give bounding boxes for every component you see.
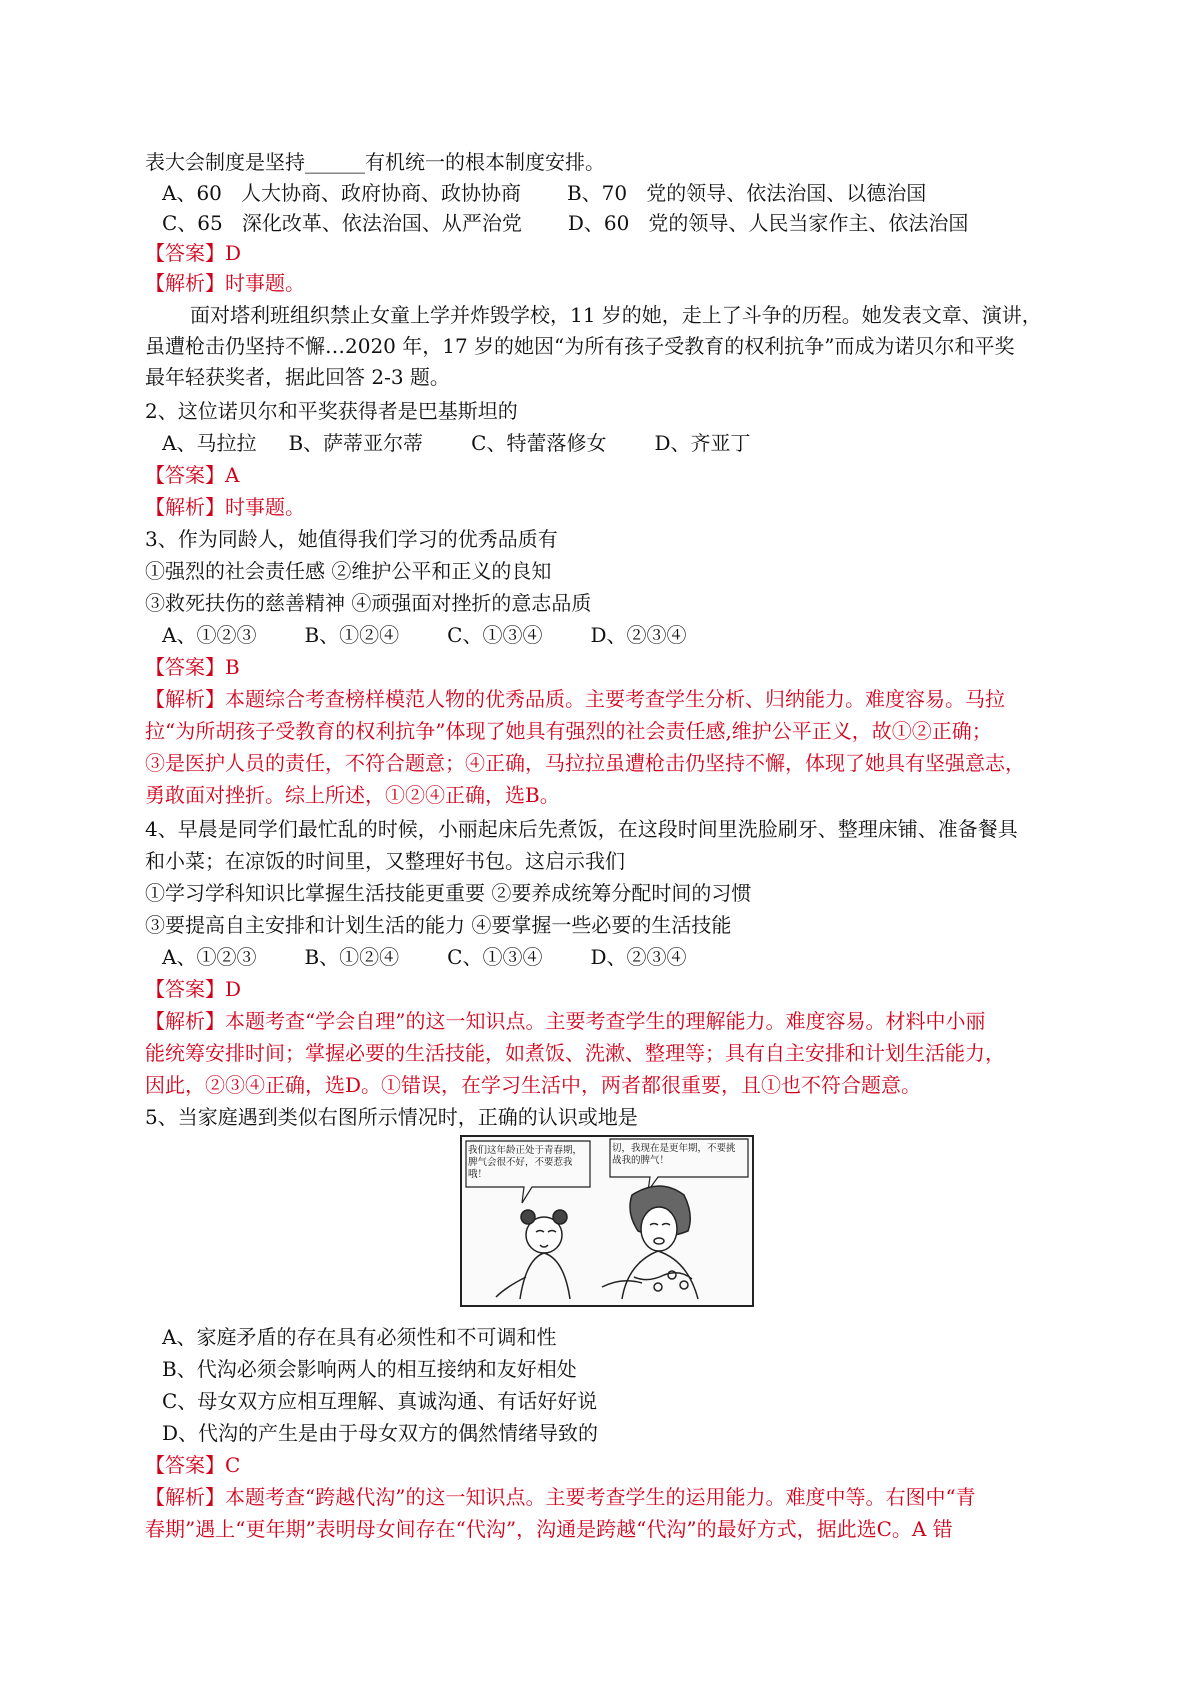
q1-options-row-1 [162,178,926,208]
daughter-figure [496,1210,570,1299]
q1-option-d-text: 党的领导、人民当家作主、依法治国 [648,211,969,235]
q3-option-c: C、①③④ [447,623,543,647]
q5-option-d: D、代沟的产生是由于母女双方的偶然情绪导致的 [162,1421,599,1445]
cartoon-left-bubble: 我们这年龄正处于青春期，脾气会很不好，不要惹我哦！ [468,1145,583,1180]
passage-line-1: 面对塔利班组织禁止女童上学并炸毁学校，11 岁的她，走上了斗争的历程。她发表文章、演讲， [190,303,1042,327]
q2-option-b: B、萨蒂亚尔蒂 [288,431,424,455]
q4-option-c: C、①③④ [447,945,543,969]
q1-option-c-letter: C、65 [162,211,223,235]
cartoon-right-bubble: 切，我现在是更年期，不要挑战我的脾气！ [612,1143,736,1166]
mother-figure [602,1186,698,1299]
q1-option-b-letter: B、70 [566,181,628,205]
q3-analysis-line-1: 【解析】本题综合考查榜样模范人物的优秀品质。主要考查学生分析、归纳能力。难度容易。马拉 [145,687,1005,711]
q3-analysis-line-4: 勇敢面对挫折。综上所述，①②④正确，选B。 [145,783,560,807]
q3-options [162,620,687,650]
q4-answer: 【答案】D [145,977,242,1001]
q3-analysis-line-3: ③是医护人员的责任，不符合题意；④正确，马拉拉虽遭枪击仍坚持不懈，体现了她具有坚强意志， [145,751,1025,775]
cartoon-drawing [462,1137,752,1305]
q1-option-a-letter: A、60 [162,181,222,205]
q1-option-c-text: 深化改革、依法治国、从严治党 [241,211,522,235]
q2-analysis: 【解析】时事题。 [145,495,305,519]
q4-stem-line-1: 4、早晨是同学们最忙乱的时候，小丽起床后先煮饭，在这段时间里洗脸刷牙、整理床铺、准备餐具 [145,817,1018,841]
q5-answer: 【答案】C [145,1453,241,1477]
q5-analysis-line-2: 春期”遇上“更年期”表明母女间存在“代沟”，沟通是跨越“代沟”的最好方式，据此选C。A 错 [145,1517,953,1541]
q1-answer: 【答案】D [145,241,242,265]
q3-analysis-line-2: 拉“为所胡孩子受教育的权利抗争”体现了她具有强烈的社会责任感,维护公平正义，故①②正确； [145,719,992,743]
q3-option-b: B、①②④ [304,623,400,647]
q4-option-a: A、①②③ [162,945,257,969]
q5-stem: 5、当家庭遇到类似右图所示情况时，正确的认识或地是 [145,1105,638,1129]
q3-answer: 【答案】B [145,655,240,679]
q1-stem-tail: 表大会制度是坚持______有机统一的根本制度安排。 [145,150,605,174]
q4-stem-line-2: 和小菜；在凉饭的时间里，又整理好书包。这启示我们 [145,849,625,873]
cartoon-image [460,1135,754,1307]
q1-options-row-2 [162,208,968,238]
q1-option-b-text: 党的领导、依法治国、以德治国 [646,181,927,205]
q2-option-d: D、齐亚丁 [654,431,751,455]
q5-option-b: B、代沟必须会影响两人的相互接纳和友好相处 [162,1357,577,1381]
q5-option-c: C、母女双方应相互理解、真诚沟通、有话好好说 [162,1389,598,1413]
q1-option-a-text: 人大协商、政府协商、政协协商 [240,181,521,205]
q1-analysis: 【解析】时事题。 [145,271,305,295]
q3-stem: 3、作为同龄人，她值得我们学习的优秀品质有 [145,527,558,551]
q4-items-line-2: ③要提高自主安排和计划生活的能力 ④要掌握一些必要的生活技能 [145,913,732,937]
q2-options [162,428,751,458]
q5-analysis-line-1: 【解析】本题考查“跨越代沟”的这一知识点。主要考查学生的运用能力。难度中等。右图中“青 [145,1485,976,1509]
q4-analysis-line-2: 能统筹安排时间；掌握必要的生活技能，如煮饭、洗漱、整理等；具有自主安排和计划生活能力， [145,1041,1005,1065]
q2-stem: 2、这位诺贝尔和平奖获得者是巴基斯坦的 [145,399,518,423]
q2-option-a: A、马拉拉 [162,431,257,455]
q4-options [162,942,687,972]
q4-option-d: D、②③④ [590,945,687,969]
passage-line-2: 虽遭枪击仍坚持不懈…2020 年，17 岁的她因“为所有孩子受教育的权利抗争”而成为诺贝尔和平奖 [145,334,1015,358]
q4-analysis-line-1: 【解析】本题考查“学会自理”的这一知识点。主要考查学生的理解能力。难度容易。材料中小丽 [145,1009,986,1033]
q3-items-line-1: ①强烈的社会责任感 ②维护公平和正义的良知 [145,559,552,583]
q5-option-a: A、家庭矛盾的存在具有必须性和不可调和性 [162,1325,557,1349]
q4-option-b: B、①②④ [304,945,400,969]
q2-answer: 【答案】A [145,463,240,487]
q1-option-d-letter: D、60 [567,211,630,235]
passage-line-3: 最年轻获奖者，据此回答 2-3 题。 [145,365,450,389]
q3-option-a: A、①②③ [162,623,257,647]
q3-items-line-2: ③救死扶伤的慈善精神 ④顽强面对挫折的意志品质 [145,591,592,615]
q4-items-line-1: ①学习学科知识比掌握生活技能更重要 ②要养成统筹分配时间的习惯 [145,881,752,905]
q4-analysis-line-3: 因此，②③④正确，选D。①错误，在学习生活中，两者都很重要，且①也不符合题意。 [145,1073,922,1097]
q2-option-c: C、特蕾落修女 [471,431,607,455]
q3-option-d: D、②③④ [590,623,687,647]
